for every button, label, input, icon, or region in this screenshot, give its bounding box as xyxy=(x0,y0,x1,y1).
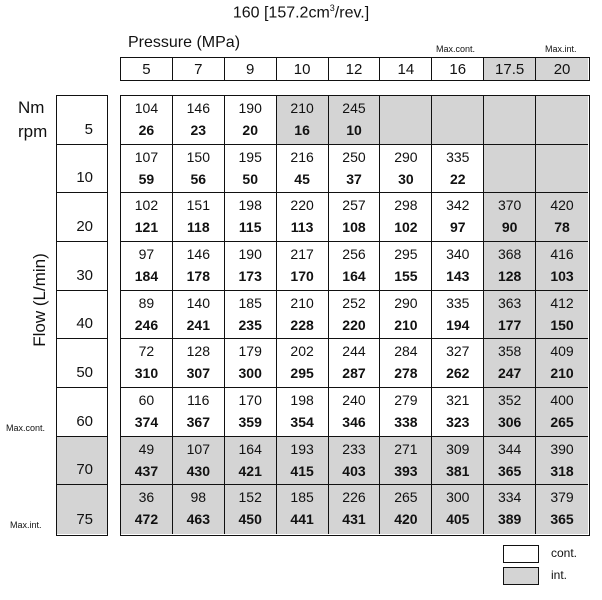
rpm-value: 235 xyxy=(238,316,262,333)
legend-int-swatch xyxy=(503,567,539,585)
torque-value: 60 xyxy=(138,392,155,408)
torque-value: 321 xyxy=(446,392,470,408)
grid-cell xyxy=(277,485,329,534)
rpm-value: 194 xyxy=(446,316,470,333)
rpm-unit-label: rpm xyxy=(18,122,48,141)
legend-int-label: int. xyxy=(551,568,568,582)
pressure-header-row xyxy=(120,57,590,81)
grid-cell xyxy=(121,291,173,340)
rpm-value: 430 xyxy=(186,462,210,479)
title-sup: 3 xyxy=(329,3,335,13)
torque-value: 102 xyxy=(134,197,159,214)
grid-cell xyxy=(277,339,329,388)
grid-cell xyxy=(536,437,588,486)
torque-value: 116 xyxy=(187,392,210,408)
torque-value: 151 xyxy=(186,197,210,214)
rpm-value: 338 xyxy=(394,414,418,430)
torque-value: 290 xyxy=(394,294,418,311)
grid-cell xyxy=(536,242,588,291)
grid-cell xyxy=(329,291,381,340)
grid-cell xyxy=(380,291,432,340)
grid-cell xyxy=(432,242,484,291)
rpm-value: 354 xyxy=(290,414,314,430)
torque-value: 146 xyxy=(186,100,210,116)
flow-row-label xyxy=(57,145,107,194)
rpm-value: 20 xyxy=(242,122,258,138)
grid-cell xyxy=(484,145,536,194)
flow-row-label xyxy=(57,485,107,534)
flow-row-label xyxy=(57,193,107,242)
torque-value: 284 xyxy=(394,343,418,360)
grid-cell xyxy=(484,388,536,437)
torque-value: 210 xyxy=(290,100,314,116)
grid-cell xyxy=(380,145,432,194)
torque-value: 210 xyxy=(290,294,314,311)
torque-value: 190 xyxy=(238,100,262,116)
grid-cell xyxy=(432,96,484,145)
grid-cell xyxy=(380,96,432,145)
grid-cell xyxy=(536,485,588,534)
legend-cont-label: cont. xyxy=(551,546,578,560)
torque-value: 190 xyxy=(238,246,262,262)
grid-cell xyxy=(484,485,536,534)
torque-value: 327 xyxy=(446,343,470,360)
torque-value: 352 xyxy=(497,392,522,408)
torque-value: 335 xyxy=(446,148,470,165)
title-main: 160 [157.2cm xyxy=(232,4,330,22)
torque-value: 198 xyxy=(238,197,262,214)
torque-value: 104 xyxy=(134,100,159,116)
grid-cell xyxy=(173,437,225,486)
torque-value: 240 xyxy=(342,392,366,408)
pressure-header-cell: 17.5 xyxy=(484,58,536,80)
max-int-top-label: Max.int. xyxy=(545,44,577,54)
torque-value: 216 xyxy=(290,148,314,165)
rpm-value: 170 xyxy=(290,268,314,284)
flow-value: 70 xyxy=(76,461,93,479)
flow-value: 20 xyxy=(76,217,93,235)
grid-cell xyxy=(173,291,225,340)
grid-cell xyxy=(380,388,432,437)
rpm-value: 437 xyxy=(134,462,159,479)
torque-value: 420 xyxy=(550,197,574,214)
rpm-value: 420 xyxy=(394,511,418,528)
torque-value: 107 xyxy=(134,148,159,165)
rpm-value: 441 xyxy=(290,511,314,528)
rpm-value: 178 xyxy=(186,268,210,284)
rpm-value: 115 xyxy=(238,219,262,236)
flow-row-label xyxy=(57,242,107,291)
rpm-value: 220 xyxy=(342,316,366,333)
grid-cell xyxy=(225,96,277,145)
rpm-value: 323 xyxy=(446,414,470,430)
grid-cell xyxy=(329,339,381,388)
grid-cell xyxy=(432,339,484,388)
rpm-value: 306 xyxy=(497,414,522,430)
rpm-value: 472 xyxy=(134,511,159,528)
grid-cell xyxy=(277,437,329,486)
rpm-value: 210 xyxy=(394,316,418,333)
torque-value: 226 xyxy=(342,489,366,506)
grid-cell xyxy=(277,145,329,194)
grid-cell xyxy=(536,193,588,242)
grid-cell xyxy=(432,388,484,437)
flow-row-label xyxy=(57,96,107,145)
rpm-value: 121 xyxy=(134,219,159,236)
torque-value: 409 xyxy=(550,343,574,360)
flow-row-label xyxy=(57,339,107,388)
rpm-value: 128 xyxy=(497,268,522,284)
rpm-value: 118 xyxy=(187,219,210,236)
rpm-value: 59 xyxy=(138,170,155,187)
torque-value: 185 xyxy=(290,489,314,506)
flow-value: 10 xyxy=(76,169,93,187)
torque-value: 202 xyxy=(290,343,314,360)
pressure-header-cell: 9 xyxy=(225,58,277,80)
grid-cell xyxy=(380,485,432,534)
title-tail: /rev.] xyxy=(334,4,370,22)
grid-cell xyxy=(329,96,381,145)
rpm-value: 173 xyxy=(238,268,262,284)
rpm-value: 164 xyxy=(342,268,366,284)
rpm-value: 184 xyxy=(134,268,159,284)
grid-cell xyxy=(277,193,329,242)
torque-value: 309 xyxy=(446,440,470,457)
grid-cell xyxy=(536,388,588,437)
grid-cell xyxy=(173,193,225,242)
rpm-value: 389 xyxy=(497,511,522,528)
max-cont-top-label: Max.cont. xyxy=(436,44,476,54)
torque-value: 244 xyxy=(342,343,366,360)
rpm-value: 10 xyxy=(346,122,362,138)
torque-value: 342 xyxy=(446,197,470,214)
rpm-value: 393 xyxy=(394,462,418,479)
grid-cell xyxy=(432,291,484,340)
grid-cell xyxy=(121,437,173,486)
torque-value: 298 xyxy=(394,197,418,214)
rpm-value: 374 xyxy=(134,414,159,430)
rpm-value: 241 xyxy=(186,316,210,333)
rpm-value: 295 xyxy=(290,365,314,382)
grid-cell xyxy=(484,437,536,486)
grid-cell xyxy=(225,193,277,242)
grid-cell xyxy=(225,485,277,534)
rpm-value: 26 xyxy=(138,122,155,138)
torque-value: 98 xyxy=(190,489,207,506)
rpm-value: 415 xyxy=(290,462,314,479)
flow-value: 60 xyxy=(76,412,93,430)
grid-cell xyxy=(329,388,381,437)
grid-cell xyxy=(121,193,173,242)
torque-value: 340 xyxy=(446,246,470,262)
pressure-axis-label: Pressure (MPa) xyxy=(128,34,241,51)
torque-value: 233 xyxy=(342,440,366,457)
grid-cell xyxy=(432,437,484,486)
flow-row-label xyxy=(57,291,107,340)
grid-cell xyxy=(329,485,381,534)
torque-value: 368 xyxy=(497,246,522,262)
grid-cell xyxy=(432,145,484,194)
grid-cell xyxy=(173,485,225,534)
rpm-value: 143 xyxy=(446,268,470,284)
grid-cell xyxy=(484,96,536,145)
grid-cell xyxy=(380,193,432,242)
grid-cell xyxy=(121,388,173,437)
rpm-value: 108 xyxy=(342,219,366,236)
rpm-value: 90 xyxy=(501,219,518,236)
rpm-value: 103 xyxy=(550,268,574,284)
torque-value: 412 xyxy=(550,294,574,311)
grid-cell xyxy=(121,485,173,534)
chart-title xyxy=(0,3,602,22)
torque-value: 146 xyxy=(186,246,210,262)
torque-value: 97 xyxy=(138,246,155,262)
rpm-value: 102 xyxy=(394,219,418,236)
rpm-value: 210 xyxy=(550,365,574,382)
torque-value: 358 xyxy=(497,343,522,360)
grid-cell xyxy=(173,145,225,194)
rpm-value: 278 xyxy=(394,365,418,382)
grid-cell xyxy=(173,388,225,437)
grid-cell xyxy=(225,388,277,437)
rpm-value: 16 xyxy=(294,122,310,138)
torque-value: 295 xyxy=(394,246,418,262)
max-cont-side-label: Max.cont. xyxy=(6,423,46,433)
rpm-value: 431 xyxy=(342,511,366,528)
rpm-value: 367 xyxy=(186,414,210,430)
rpm-value: 265 xyxy=(550,414,574,430)
torque-value: 400 xyxy=(550,392,574,408)
torque-value: 72 xyxy=(138,343,155,360)
torque-value: 379 xyxy=(550,489,574,506)
grid-cell xyxy=(329,242,381,291)
grid-cell xyxy=(277,96,329,145)
grid-cell xyxy=(380,437,432,486)
torque-value: 193 xyxy=(290,440,314,457)
flow-value: 40 xyxy=(76,315,93,333)
grid-cell xyxy=(536,145,588,194)
torque-value: 344 xyxy=(497,440,522,457)
grid-cell xyxy=(225,291,277,340)
torque-value: 195 xyxy=(238,148,262,165)
pressure-header-cell: 5 xyxy=(121,58,173,80)
torque-value: 334 xyxy=(497,489,522,506)
rpm-value: 300 xyxy=(238,365,262,382)
rpm-value: 262 xyxy=(446,365,470,382)
flow-axis-label: Flow (L/min) xyxy=(30,253,49,347)
rpm-value: 113 xyxy=(290,219,314,236)
rpm-value: 421 xyxy=(238,462,262,479)
torque-value: 390 xyxy=(550,440,574,457)
grid-cell xyxy=(380,339,432,388)
flow-row-label xyxy=(57,437,107,486)
rpm-value: 22 xyxy=(449,170,466,187)
pressure-header-cell: 12 xyxy=(329,58,381,80)
legend-cont-swatch xyxy=(503,545,539,563)
rpm-value: 318 xyxy=(550,462,574,479)
torque-value: 363 xyxy=(497,294,522,311)
rpm-value: 45 xyxy=(294,170,310,187)
torque-value: 220 xyxy=(290,197,314,214)
torque-value: 170 xyxy=(238,392,262,408)
rpm-value: 228 xyxy=(290,316,314,333)
torque-value: 198 xyxy=(290,392,314,408)
rpm-value: 78 xyxy=(554,219,570,236)
torque-value: 252 xyxy=(342,294,366,311)
rpm-value: 23 xyxy=(190,122,207,138)
rpm-value: 365 xyxy=(497,462,522,479)
grid-cell xyxy=(484,193,536,242)
torque-unit-label: Nm xyxy=(18,98,45,117)
grid-cell xyxy=(121,96,173,145)
grid-cell xyxy=(121,145,173,194)
torque-value: 217 xyxy=(290,246,314,262)
grid-cell xyxy=(380,242,432,291)
torque-value: 140 xyxy=(186,294,210,311)
grid-cell xyxy=(277,242,329,291)
torque-value: 265 xyxy=(394,489,418,506)
torque-value: 164 xyxy=(238,440,262,457)
grid-cell xyxy=(484,339,536,388)
torque-value: 300 xyxy=(446,489,470,506)
rpm-value: 346 xyxy=(342,414,366,430)
rpm-value: 381 xyxy=(446,462,470,479)
torque-speed-grid xyxy=(120,95,590,536)
grid-cell xyxy=(536,291,588,340)
rpm-value: 37 xyxy=(346,170,362,187)
rpm-value: 246 xyxy=(134,316,159,333)
pressure-header-cell: 16 xyxy=(432,58,484,80)
rpm-value: 287 xyxy=(342,365,366,382)
grid-cell xyxy=(432,485,484,534)
torque-value: 107 xyxy=(186,440,210,457)
grid-cell xyxy=(536,339,588,388)
rpm-value: 30 xyxy=(398,170,414,187)
torque-value: 370 xyxy=(497,197,522,214)
grid-cell xyxy=(277,388,329,437)
grid-cell xyxy=(173,339,225,388)
pressure-header-cell: 14 xyxy=(380,58,432,80)
rpm-value: 310 xyxy=(134,365,159,382)
rpm-value: 56 xyxy=(190,170,207,187)
torque-value: 250 xyxy=(342,148,366,165)
pressure-header-cell: 7 xyxy=(173,58,225,80)
rpm-value: 50 xyxy=(242,170,258,187)
grid-cell xyxy=(173,242,225,291)
rpm-value: 155 xyxy=(394,268,418,284)
flow-value: 75 xyxy=(76,510,93,528)
rpm-value: 463 xyxy=(186,511,210,528)
flow-value: 5 xyxy=(84,120,93,138)
torque-value: 416 xyxy=(550,246,574,262)
grid-cell xyxy=(225,145,277,194)
grid-cell xyxy=(225,242,277,291)
grid-cell xyxy=(173,96,225,145)
torque-value: 128 xyxy=(186,343,210,360)
torque-value: 271 xyxy=(394,440,418,457)
rpm-value: 405 xyxy=(446,511,470,528)
torque-value: 36 xyxy=(138,489,155,506)
grid-cell xyxy=(277,291,329,340)
grid-cell xyxy=(121,242,173,291)
torque-value: 150 xyxy=(186,148,210,165)
rpm-value: 365 xyxy=(550,511,574,528)
flow-value: 30 xyxy=(76,266,93,284)
grid-cell xyxy=(484,291,536,340)
rpm-value: 359 xyxy=(238,414,262,430)
rpm-value: 177 xyxy=(497,316,522,333)
grid-cell xyxy=(484,242,536,291)
torque-value: 256 xyxy=(342,246,366,262)
torque-value: 179 xyxy=(238,343,262,360)
rpm-value: 150 xyxy=(550,316,574,333)
grid-cell xyxy=(432,193,484,242)
torque-value: 290 xyxy=(394,148,418,165)
torque-value: 185 xyxy=(238,294,262,311)
grid-cell xyxy=(536,96,588,145)
rpm-value: 307 xyxy=(186,365,210,382)
torque-value: 335 xyxy=(446,294,470,311)
torque-value: 152 xyxy=(238,489,262,506)
torque-value: 49 xyxy=(138,440,155,457)
torque-value: 89 xyxy=(138,294,155,311)
torque-value: 279 xyxy=(394,392,418,408)
rpm-value: 450 xyxy=(238,511,262,528)
grid-cell xyxy=(329,193,381,242)
rpm-value: 247 xyxy=(497,365,522,382)
torque-value: 245 xyxy=(342,100,366,116)
rpm-value: 97 xyxy=(449,219,466,236)
grid-cell xyxy=(121,339,173,388)
flow-value: 50 xyxy=(76,363,93,381)
grid-cell xyxy=(329,437,381,486)
max-int-side-label: Max.int. xyxy=(10,520,42,530)
flow-row-label xyxy=(57,388,107,437)
torque-value: 257 xyxy=(342,197,366,214)
pressure-header-cell: 20 xyxy=(536,58,588,80)
grid-cell xyxy=(225,339,277,388)
rpm-value: 403 xyxy=(342,462,366,479)
grid-cell xyxy=(329,145,381,194)
flow-column xyxy=(56,95,108,536)
grid-cell xyxy=(225,437,277,486)
pressure-header-cell: 10 xyxy=(277,58,329,80)
